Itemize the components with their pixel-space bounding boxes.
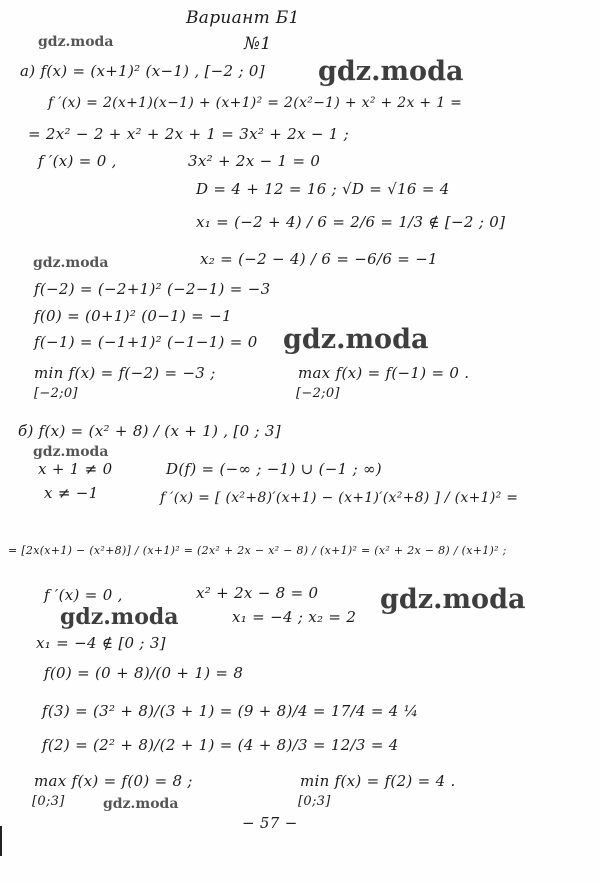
part-a-function: а) f(x) = (x+1)² (x−1) , [−2 ; 0] xyxy=(20,62,265,80)
part-b-domain: D(f) = (−∞ ; −1) ∪ (−1 ; ∞) xyxy=(166,460,382,478)
watermark: gdz.moda xyxy=(283,324,429,355)
part-b-derivative: f ′(x) = [ (x²+8)′(x+1) − (x+1)′(x²+8) ] / (x+1)² = xyxy=(160,490,519,506)
part-b-max: max f(x) = f(0) = 8 ; xyxy=(34,772,193,790)
part-b-min-interval: [0;3] xyxy=(298,794,331,809)
part-a-critical-condition: f ′(x) = 0 , xyxy=(38,152,117,170)
part-b-min: min f(x) = f(2) = 4 . xyxy=(300,772,456,790)
part-a-derivative-simplified: = 2x² − 2 + x² + 2x + 1 = 3x² + 2x − 1 ; xyxy=(28,125,350,143)
part-a-max: max f(x) = f(−1) = 0 . xyxy=(298,364,470,382)
watermark: gdz.moda xyxy=(60,604,179,630)
part-b-equation: x² + 2x − 8 = 0 xyxy=(196,584,319,602)
variant-title: Вариант Б1 xyxy=(186,8,300,28)
watermark: gdz.moda xyxy=(380,584,526,615)
page-number: − 57 − xyxy=(242,814,298,832)
part-a-discriminant: D = 4 + 12 = 16 ; √D = √16 = 4 xyxy=(196,180,450,198)
part-a-root-2: x₂ = (−2 − 4) / 6 = −6/6 = −1 xyxy=(200,250,438,268)
part-a-value-minus-2: f(−2) = (−2+1)² (−2−1) = −3 xyxy=(34,280,271,298)
part-b-domain-condition: x + 1 ≠ 0 xyxy=(38,460,113,478)
margin-mark xyxy=(0,826,2,856)
part-a-root-1: x₁ = (−2 + 4) / 6 = 2/6 = 1/3 ∉ [−2 ; 0] xyxy=(196,213,506,231)
part-b-critical-condition: f ′(x) = 0 , xyxy=(44,586,123,604)
watermark: gdz.moda xyxy=(103,796,179,812)
part-b-roots: x₁ = −4 ; x₂ = 2 xyxy=(232,608,357,626)
part-b-value-2: f(2) = (2² + 8)/(2 + 1) = (4 + 8)/3 = 12/3 = 4 xyxy=(42,736,399,754)
part-b-value-0: f(0) = (0 + 8)/(0 + 1) = 8 xyxy=(44,664,244,682)
part-a-value-minus-1: f(−1) = (−1+1)² (−1−1) = 0 xyxy=(34,333,258,351)
watermark: gdz.moda xyxy=(33,255,109,271)
part-b-max-interval: [0;3] xyxy=(32,794,65,809)
part-b-x-excluded: x ≠ −1 xyxy=(44,484,99,502)
part-b-value-3: f(3) = (3² + 8)/(3 + 1) = (9 + 8)/4 = 17/4 = 4 ¼ xyxy=(42,702,419,720)
part-a-max-interval: [−2;0] xyxy=(296,386,340,401)
watermark: gdz.moda xyxy=(38,34,114,50)
watermark: gdz.moda xyxy=(33,444,109,460)
part-a-min-interval: [−2;0] xyxy=(34,386,78,401)
part-a-value-0: f(0) = (0+1)² (0−1) = −1 xyxy=(34,307,232,325)
part-b-derivative-simplified: = [2x(x+1) − (x²+8)] / (x+1)² = (2x² + 2x − x² − 8) / (x+1)² = (x² + 2x − 8) / (x+1)² ; xyxy=(8,544,507,557)
part-b-function: б) f(x) = (x² + 8) / (x + 1) , [0 ; 3] xyxy=(18,422,281,440)
part-b-root-excluded: x₁ = −4 ∉ [0 ; 3] xyxy=(36,634,166,652)
part-a-derivative: f ′(x) = 2(x+1)(x−1) + (x+1)² = 2(x²−1) + x² + 2x + 1 = xyxy=(48,95,463,111)
watermark: gdz.moda xyxy=(318,56,464,87)
part-a-min: min f(x) = f(−2) = −3 ; xyxy=(34,364,216,382)
part-a-equation: 3x² + 2x − 1 = 0 xyxy=(188,152,321,170)
task-number: №1 xyxy=(244,34,272,54)
